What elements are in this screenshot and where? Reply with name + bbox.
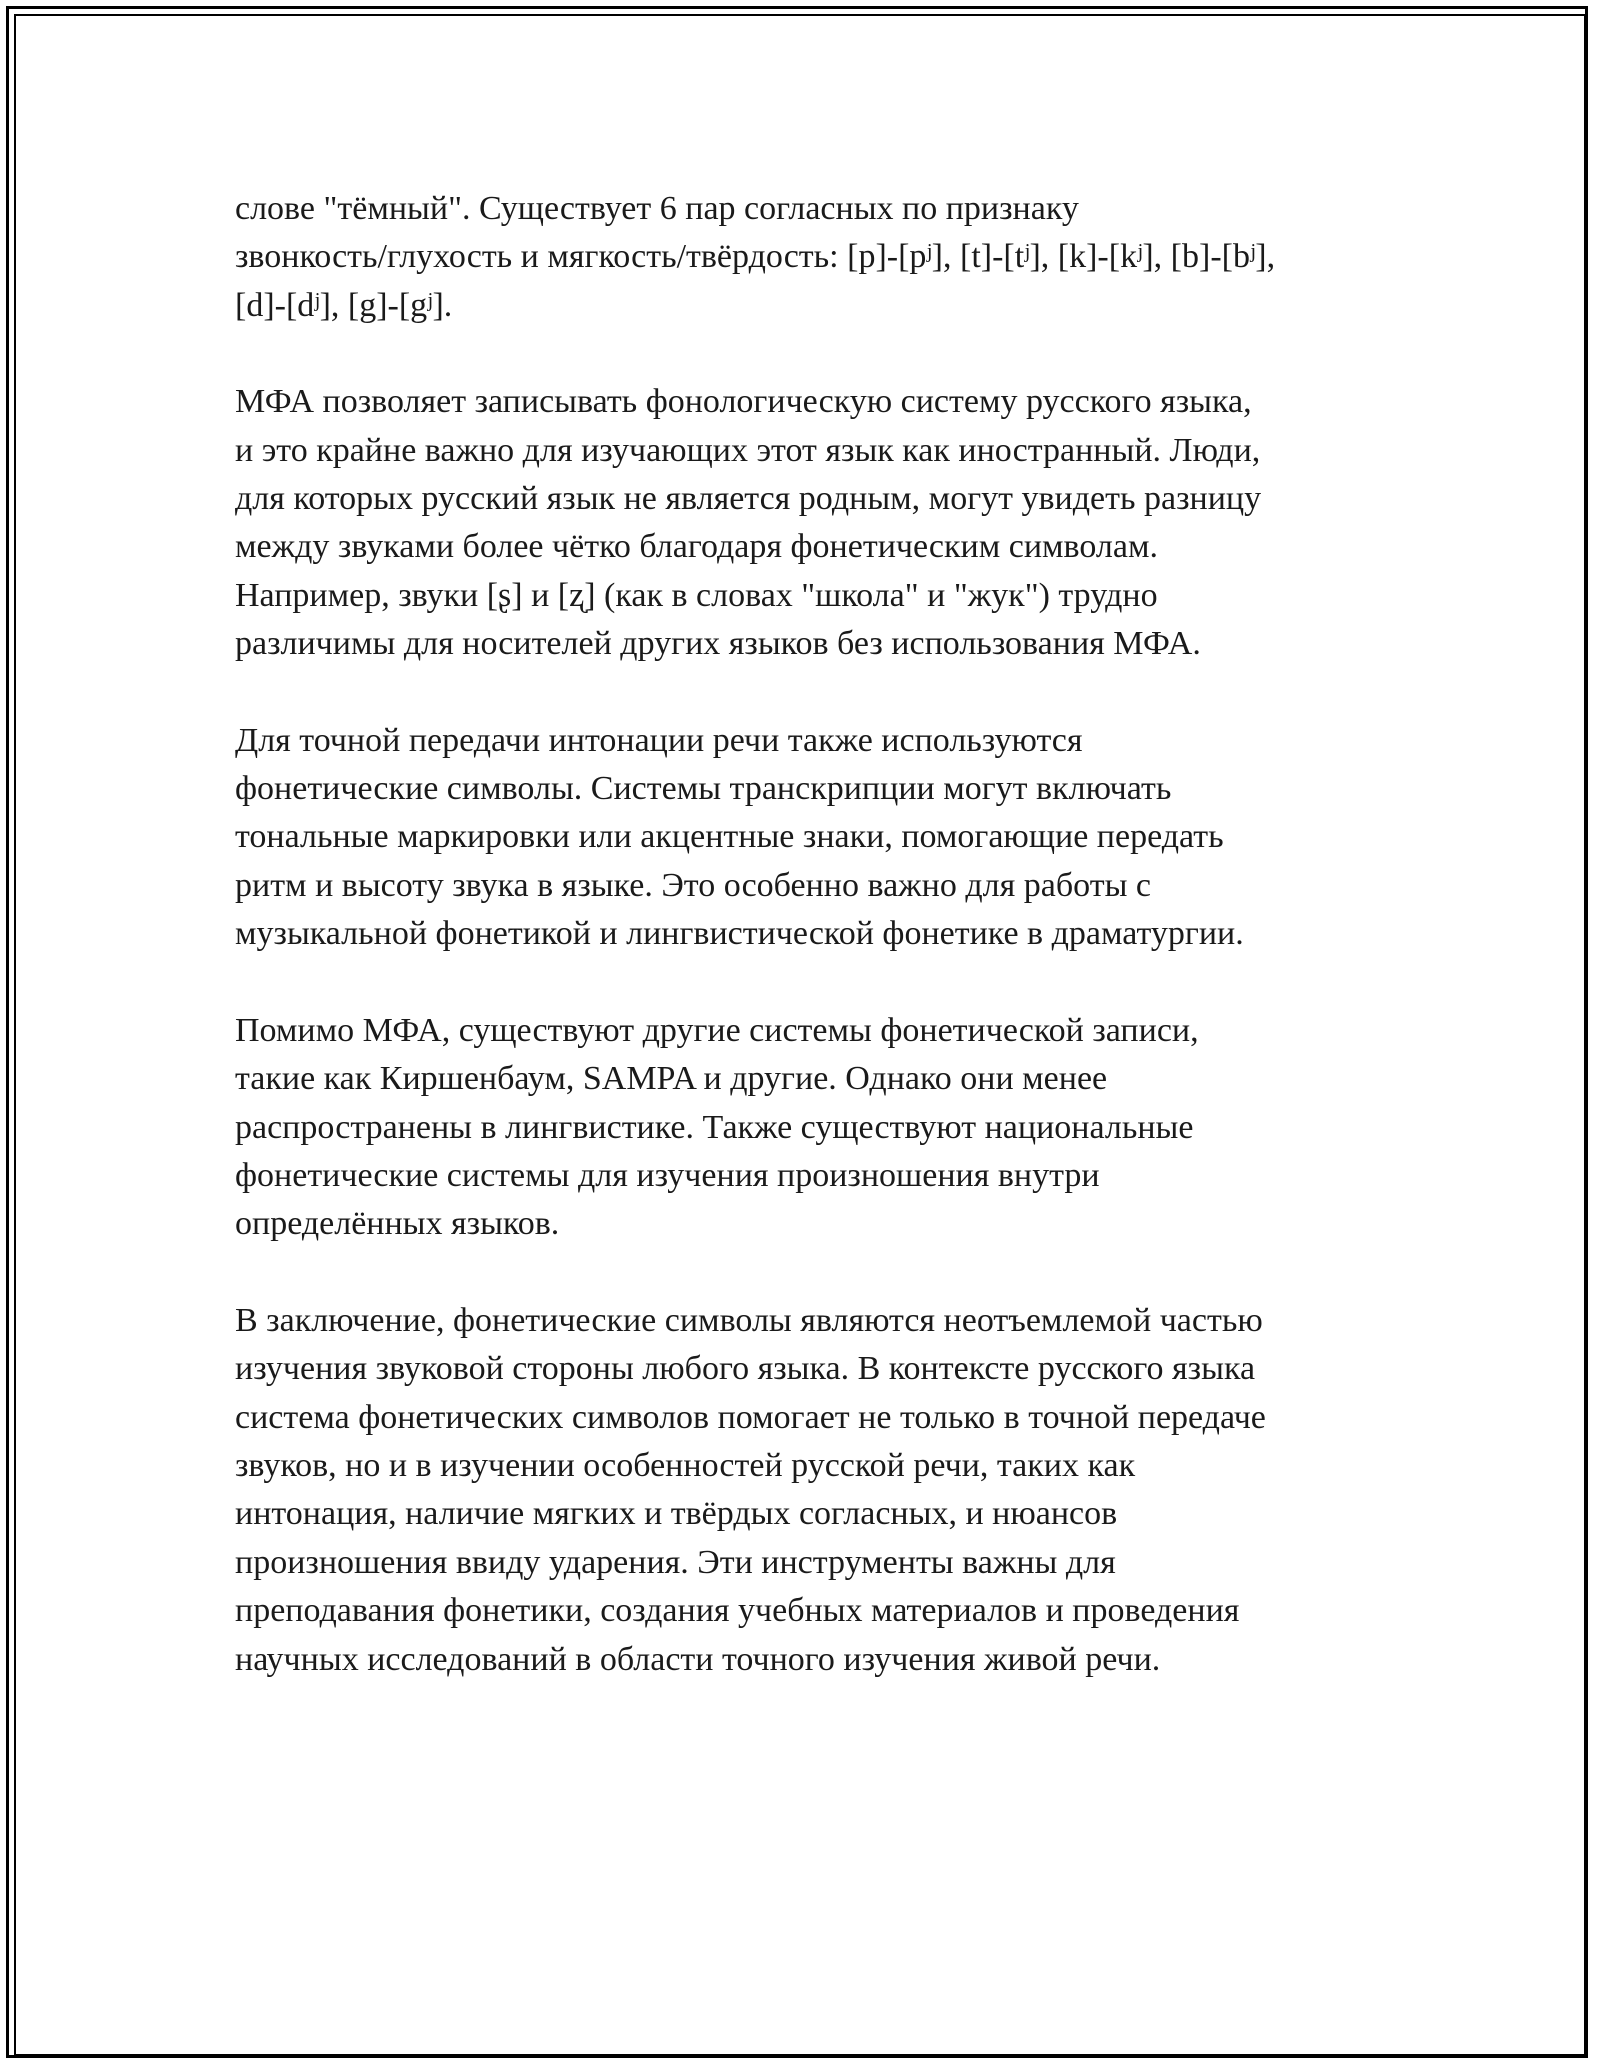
text-line: распространены в лингвистике. Также существуют национальные bbox=[235, 1108, 1194, 1146]
text-line: преподавания фонетики, создания учебных материалов и проведения bbox=[235, 1592, 1240, 1630]
text-line: тональные маркировки или акцентные знаки, помогающие передать bbox=[235, 818, 1224, 856]
document-body bbox=[235, 185, 1365, 1732]
text-line: произношения ввиду ударения. Эти инструменты важны для bbox=[235, 1543, 1116, 1581]
text-line: определённых языков. bbox=[235, 1205, 560, 1243]
text-line: звонкость/глухость и мягкость/твёрдость: [p]-[pʲ], [t]-[tʲ], [k]-[kʲ], [b]-[bʲ], bbox=[235, 238, 1276, 276]
text-line: научных исследований в области точного изучения живой речи. bbox=[235, 1640, 1161, 1678]
text-line: Например, звуки [ʂ] и [ʐ] (как в словах "школа" и "жук") трудно bbox=[235, 576, 1158, 614]
paragraph-other-systems bbox=[235, 1007, 1365, 1249]
text-line: музыкальной фонетикой и лингвистической фонетике в драматургии. bbox=[235, 915, 1244, 953]
text-line: для которых русский язык не является родным, могут увидеть разницу bbox=[235, 480, 1262, 518]
text-line: между звуками более чётко благодаря фонетическим символам. bbox=[235, 528, 1158, 566]
text-line: фонетические символы. Системы транскрипции могут включать bbox=[235, 770, 1172, 808]
text-line: такие как Киршенбаум, SAMPA и другие. Однако они менее bbox=[235, 1060, 1108, 1098]
text-line: В заключение, фонетические символы являются неотъемлемой частью bbox=[235, 1301, 1263, 1339]
text-line: Для точной передачи интонации речи также используются bbox=[235, 721, 1083, 759]
paragraph-consonant-pairs bbox=[235, 185, 1365, 330]
paragraph-conclusion bbox=[235, 1297, 1365, 1684]
text-line: слове "тёмный". Существует 6 пар согласных по признаку bbox=[235, 190, 1079, 227]
text-line: Помимо МФА, существуют другие системы фонетической записи, bbox=[235, 1011, 1199, 1049]
text-line: звуков, но и в изучении особенностей русской речи, таких как bbox=[235, 1446, 1136, 1484]
text-line: интонация, наличие мягких и твёрдых согласных, и нюансов bbox=[235, 1495, 1118, 1533]
text-line: [d]-[dʲ], [g]-[gʲ]. bbox=[235, 286, 453, 324]
text-line: изучения звуковой стороны любого языка. В контексте русского языка bbox=[235, 1350, 1256, 1388]
paragraph-intonation bbox=[235, 717, 1365, 959]
paragraph-ipa-importance bbox=[235, 378, 1365, 668]
text-line: и это крайне важно для изучающих этот язык как иностранный. Люди, bbox=[235, 431, 1261, 469]
text-line: ритм и высоту звука в языке. Это особенно важно для работы с bbox=[235, 866, 1152, 904]
text-line: различимы для носителей других языков без использования МФА. bbox=[235, 625, 1201, 663]
text-line: фонетические системы для изучения произношения внутри bbox=[235, 1156, 1100, 1194]
text-line: система фонетических символов помогает не только в точной передаче bbox=[235, 1398, 1266, 1436]
text-line: МФА позволяет записывать фонологическую систему русского языка, bbox=[235, 383, 1252, 421]
